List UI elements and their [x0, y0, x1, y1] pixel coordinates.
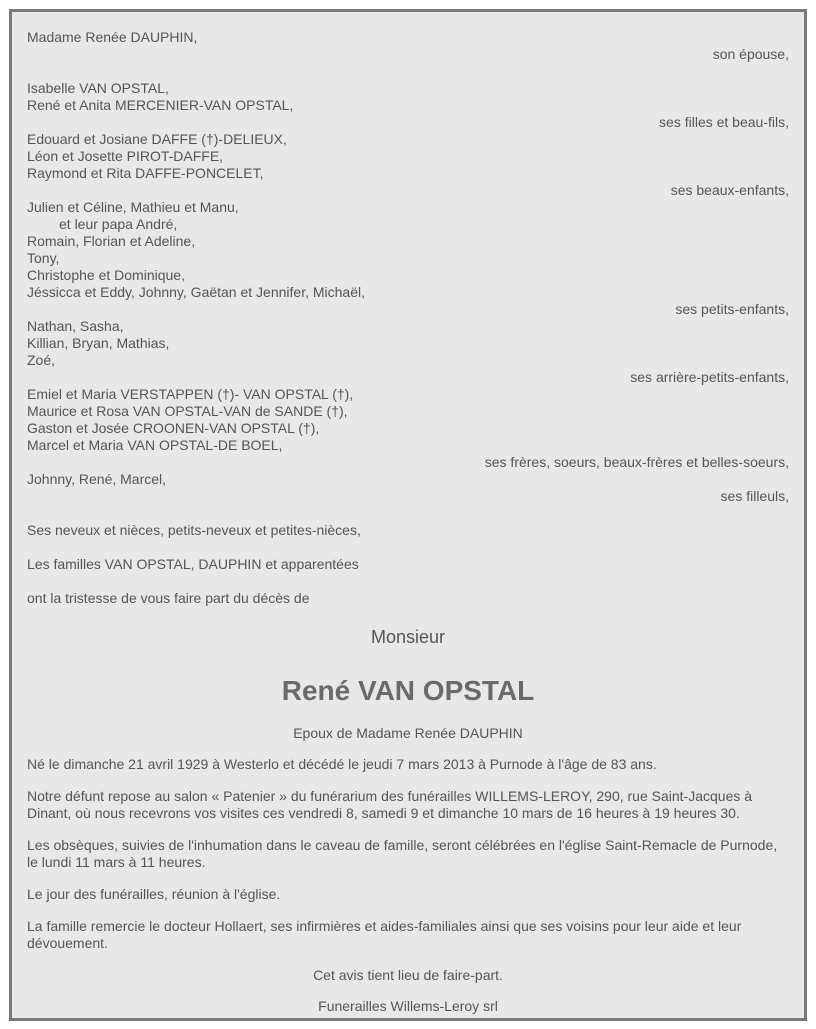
- deceased-name: René VAN OPSTAL: [281, 675, 535, 706]
- notice-content: [27, 29, 789, 1015]
- family-member-line: Maurice et Rosa VAN OPSTAL-VAN de SANDE (†),: [27, 403, 348, 419]
- spacer: [27, 539, 789, 556]
- family-member-line: Julien et Céline, Mathieu et Manu,: [27, 199, 239, 215]
- notice-frame: [9, 9, 807, 1021]
- family-list: [27, 29, 789, 607]
- spacer: [27, 505, 789, 522]
- family-member-line: Zoé,: [27, 352, 56, 368]
- relation-label: ses arrière-petits-enfants,: [630, 369, 789, 385]
- family-member-line: Romain, Florian et Adeline,: [27, 233, 196, 249]
- family-member-line: Madame Renée DAUPHIN,: [27, 29, 198, 45]
- relation-label: son épouse,: [712, 46, 789, 62]
- relation-label: ses filles et beau-fils,: [659, 114, 789, 130]
- family-member-line: Gaston et Josée CROONEN-VAN OPSTAL (†),: [27, 420, 320, 436]
- meeting-paragraph: Le jour des funérailles, réunion à l'église.: [27, 886, 281, 902]
- family-member-line: Tony,: [27, 250, 60, 266]
- relation-label: ses filleuls,: [720, 488, 789, 504]
- funeral-paragraph: Les obsèques, suivies de l'inhumation dans le caveau de famille, seront célébrées en l'église Saint-Remacle de Purnode, le lundi 11 mars à 11 heures.: [27, 837, 778, 870]
- spacer: [27, 63, 789, 80]
- family-member-line: Raymond et Rita DAFFE-PONCELET,: [27, 165, 264, 181]
- family-member-line: Johnny, René, Marcel,: [27, 471, 167, 487]
- family-member-line: Christophe et Dominique,: [27, 267, 185, 283]
- funeral-home-signature: Funerailles Willems-Leroy srl: [318, 998, 498, 1014]
- thanks-paragraph: La famille remercie le docteur Hollaert, ses infirmières et aides-familiales ainsi que ses voisins pour leur aide et leur dévouement.: [27, 918, 742, 951]
- family-member-line: Léon et Josette PIROT-DAFFE,: [27, 148, 224, 164]
- family-member-line: Ses neveux et nièces, petits-neveux et petites-nièces,: [27, 522, 361, 538]
- family-member-line: Edouard et Josiane DAFFE (†)-DELIEUX,: [27, 131, 287, 147]
- spacer: [27, 573, 789, 590]
- family-member-line: Les familles VAN OPSTAL, DAUPHIN et apparentées: [27, 556, 359, 572]
- family-member-line: Jéssicca et Eddy, Johnny, Gaëtan et Jennifer, Michaël,: [27, 284, 365, 300]
- family-member-line: Emiel et Maria VERSTAPPEN (†)- VAN OPSTAL (†),: [27, 386, 354, 402]
- family-member-line: Nathan, Sasha,: [27, 318, 124, 334]
- birth-death-paragraph: Né le dimanche 21 avril 1929 à Westerlo et décédé le jeudi 7 mars 2013 à Purnode à l'âge de 83 ans.: [27, 756, 657, 772]
- family-member-line: et leur papa André,: [59, 216, 178, 232]
- family-member-line: Marcel et Maria VAN OPSTAL-DE BOEL,: [27, 437, 283, 453]
- family-member-line: René et Anita MERCENIER-VAN OPSTAL,: [27, 97, 294, 113]
- relation-label: ses beaux-enfants,: [670, 182, 789, 198]
- honorific-title: Monsieur: [370, 627, 446, 647]
- spouse-line: Epoux de Madame Renée DAUPHIN: [293, 725, 523, 741]
- family-member-line: Isabelle VAN OPSTAL,: [27, 80, 169, 96]
- relation-label: ses frères, soeurs, beaux-frères et belles-soeurs,: [484, 454, 789, 470]
- closing-line: Cet avis tient lieu de faire-part.: [313, 967, 503, 983]
- visitation-paragraph: Notre défunt repose au salon « Patenier » du funérarium des funérailles WILLEMS-LEROY, 290, rue Saint-Jacques à Dinant, où nous recevrons vos visites ces vendredi 8, samedi 9 et dimanche 10 mars de 16 heures à 19 heures 30.: [27, 788, 753, 821]
- family-member-line: ont la tristesse de vous faire part du décès de: [27, 590, 310, 606]
- family-member-line: Killian, Bryan, Mathias,: [27, 335, 170, 351]
- relation-label: ses petits-enfants,: [675, 301, 789, 317]
